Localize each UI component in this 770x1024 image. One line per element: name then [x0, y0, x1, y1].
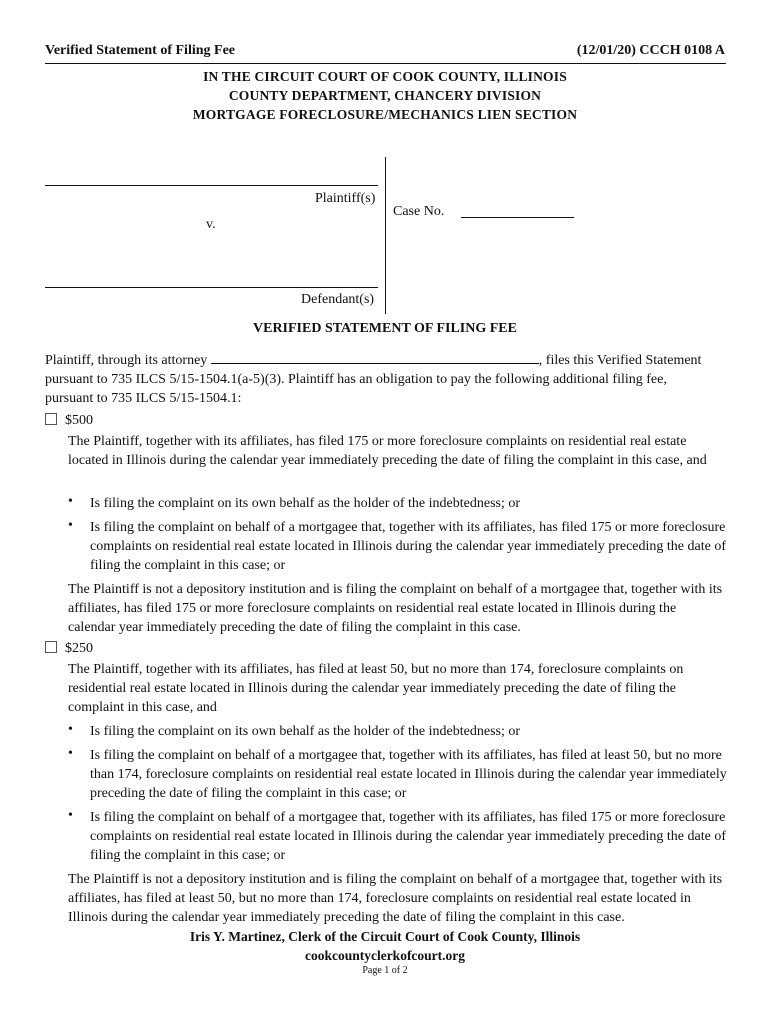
option-250-checkbox[interactable]: [45, 641, 57, 653]
case-number-field[interactable]: [461, 217, 574, 218]
option-500-label: $500: [65, 413, 93, 428]
clerk-name: Iris Y. Martinez, Clerk of the Circuit Court of Cook County, Illinois: [189, 929, 581, 944]
intro-text-end: , files this Verified Statement: [538, 353, 702, 368]
page-number: Page 1 of 2: [362, 965, 408, 976]
option-250-bullet-2: Is filing the complaint on behalf of a mortgagee that, together with its affiliates, has filed at least 50, but no more than 174, foreclosure complaints on residential real estate located in Illinois during the calendar year immediately preceding the date of filing the complaint in this case; or: [90, 748, 727, 801]
option-500-row: [45, 413, 93, 429]
clerk-website[interactable]: cookcountyclerkofcourt.org: [304, 948, 466, 963]
intro-paragraph: [45, 351, 727, 408]
bullet-glyph: •: [68, 808, 73, 823]
court-department: COUNTY DEPARTMENT, CHANCERY DIVISION: [228, 88, 542, 103]
plaintiff-name-line[interactable]: [45, 185, 378, 186]
defendant-label: Defendant(s): [301, 292, 375, 307]
bullet-glyph: •: [68, 494, 73, 509]
court-name: IN THE CIRCUIT COURT OF COOK COUNTY, ILLINOIS: [203, 69, 567, 84]
option-250-bullet-1: Is filing the complaint on its own behalf as the holder of the indebtedness; or: [90, 724, 521, 739]
attorney-name-field[interactable]: [211, 351, 539, 364]
versus-label: v.: [206, 217, 216, 232]
option-500-bullet-2: Is filing the complaint on behalf of a mortgagee that, together with its affiliates, has filed 175 or more foreclosure complaints on residential real estate located in Illinois during the calendar year immediately preceding the date of filing the complaint in this case; or: [90, 520, 726, 573]
bullet-glyph: •: [68, 722, 73, 737]
option-500-checkbox[interactable]: [45, 413, 57, 425]
intro-line-3: pursuant to 735 ILCS 5/15-1504.1:: [45, 391, 242, 406]
intro-text-start: Plaintiff, through its attorney: [45, 353, 208, 368]
document-title: VERIFIED STATEMENT OF FILING FEE: [253, 321, 517, 336]
defendant-name-line[interactable]: [45, 287, 378, 288]
intro-line-1: [45, 351, 727, 370]
option-250-bullet-3: Is filing the complaint on behalf of a mortgagee that, together with its affiliates, has filed 175 or more foreclosure complaints on residential real estate located in Illinois during the calendar year immediately preceding the date of filing the complaint in this case; or: [90, 810, 726, 863]
option-250-description: The Plaintiff, together with its affiliates, has filed at least 50, but no more than 174, foreclosure complaints on residential real estate located in Illinois during the calendar year immediately preceding the date of filing the complaint in this case, and: [68, 662, 684, 715]
case-number-label: Case No.: [393, 204, 445, 219]
form-title: Verified Statement of Filing Fee: [45, 43, 235, 58]
plaintiff-label: Plaintiff(s): [315, 191, 376, 206]
intro-line-2: pursuant to 735 ILCS 5/15-1504.1(a-5)(3). Plaintiff has an obligation to pay the following additional filing fee,: [45, 372, 667, 387]
option-250-row: [45, 641, 93, 657]
bullet-glyph: •: [68, 746, 73, 761]
option-500-closing: The Plaintiff is not a depository institution and is filing the complaint on behalf of a mortgagee that, together with its affiliates, has filed 175 or more foreclosure complaints on residential real estate located in Illinois during the calendar year immediately preceding the date of filing the complaint in this case.: [68, 582, 723, 635]
caption-divider: [385, 157, 386, 314]
option-500-description: The Plaintiff, together with its affiliates, has filed 175 or more foreclosure complaints on residential real estate located in Illinois during the calendar year immediately preceding the date of filing the complaint in this case, and: [68, 434, 707, 468]
form-number: (12/01/20) CCCH 0108 A: [576, 43, 725, 58]
court-section: MORTGAGE FORECLOSURE/MECHANICS LIEN SECTION: [192, 107, 578, 122]
header-divider: [45, 63, 726, 64]
bullet-glyph: •: [68, 518, 73, 533]
option-250-label: $250: [65, 641, 93, 656]
option-500-bullet-1: Is filing the complaint on its own behalf as the holder of the indebtedness; or: [90, 496, 521, 511]
option-250-closing: The Plaintiff is not a depository institution and is filing the complaint on behalf of a mortgagee that, together with its affiliates, has filed at least 50, but no more than 174, foreclosure complaints on residential real estate located in Illinois during the calendar year immediately preceding the date of filing the complaint in this case.: [68, 872, 723, 925]
